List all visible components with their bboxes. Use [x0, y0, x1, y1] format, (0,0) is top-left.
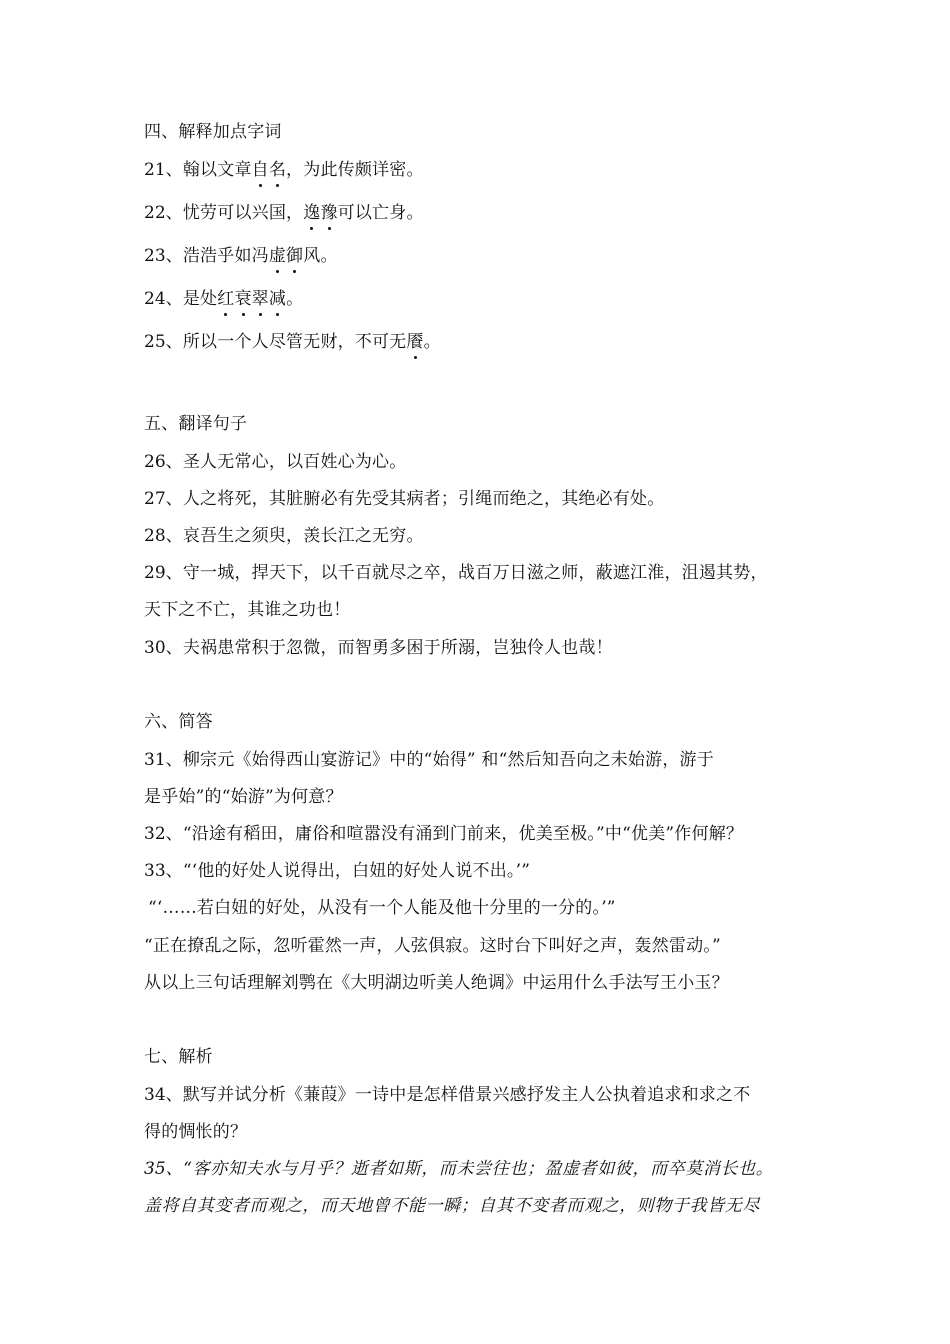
question-text: 从以上三句话理解刘鹗在《大明湖边听美人绝调》中运用什么手法写王小玉？ [144, 973, 729, 993]
question-text: 、哀吾生之须臾，羡长江之无穷。 [165, 526, 424, 546]
dotted-char: 翠 [251, 289, 269, 309]
question-text: 、忧劳可以兴国， [165, 203, 304, 223]
question-number: 24 [144, 289, 166, 309]
dotted-char: 豫 [320, 203, 338, 223]
question-text: ，为此传颇详密。 [286, 160, 424, 180]
question-text: 、浩浩乎如冯 [165, 246, 269, 266]
dotted-char: 减 [268, 289, 287, 309]
question-text: 、所以一个人尽管无财，不可无 [165, 332, 407, 352]
question-25 [144, 331, 814, 353]
question-28 [144, 525, 814, 547]
question-text: 。 [423, 332, 441, 352]
question-23 [144, 245, 814, 267]
question-text: 、是处 [165, 289, 218, 309]
section-heading-6: 六、简答 [144, 712, 213, 732]
dotted-char: 虚 [268, 246, 287, 266]
question-24 [144, 288, 814, 310]
question-text: 、“‘他的好处人说得出，白妞的好处人说不出。’” [165, 861, 531, 881]
question-text: 风。 [303, 246, 338, 266]
question-text: 是乎始”的“始游”为何意？ [144, 787, 343, 807]
question-text: 、翰以文章 [165, 160, 252, 180]
question-number: 22 [144, 203, 166, 223]
question-number: 32 [144, 824, 166, 844]
question-text: 盖将自其变者而观之，而天地曾不能一瞬；自其不变者而观之，则物于我皆无尽 [144, 1196, 760, 1216]
question-27 [144, 488, 814, 510]
question-text: 、“沿途有稻田，庸俗和喧嚣没有涌到门前来，优美至极。”中“优美”作何解？ [165, 824, 744, 844]
question-33 [144, 860, 814, 882]
question-text: 、“客亦知夫水与月乎？逝者如斯，而未尝往也；盈虚者如彼，而卒莫消长也。 [165, 1159, 774, 1179]
question-33-quote-2 [148, 897, 818, 919]
question-text: 天下之不亡，其谁之功也！ [144, 600, 351, 620]
question-33-prompt [144, 972, 814, 994]
question-text: 、夫祸患常积于忽微，而智勇多困于所溺，岂独伶人也哉！ [165, 638, 613, 658]
question-text: 、柳宗元《始得西山宴游记》中的“始得” 和“然后知吾向之未始游，游于 [165, 750, 714, 770]
section-heading-4: 四、解释加点字词 [144, 122, 282, 142]
question-35 [144, 1158, 814, 1180]
question-33-quote-3 [144, 935, 814, 957]
question-31 [144, 749, 814, 771]
dotted-char: 餍 [406, 332, 424, 352]
question-21 [144, 159, 814, 181]
question-26 [144, 451, 814, 473]
question-number: 29 [144, 563, 166, 583]
question-31-cont [144, 786, 814, 808]
question-number: 31 [144, 750, 166, 770]
question-22 [144, 202, 814, 224]
question-number: 34 [144, 1085, 166, 1105]
question-text: “正在撩乱之际，忽听霍然一声，人弦俱寂。这时台下叫好之声，轰然雷动。” [144, 936, 721, 956]
question-35-cont [144, 1195, 814, 1217]
question-number: 33 [144, 861, 166, 881]
question-text: “‘……若白妞的好处，从没有一个人能及他十分里的一分的。’” [148, 898, 616, 918]
question-text: 、默写并试分析《蒹葭》一诗中是怎样借景兴感抒发主人公执着追求和求之不 [165, 1085, 751, 1105]
question-29-cont [144, 599, 814, 621]
question-number: 21 [144, 160, 166, 180]
question-number: 26 [144, 452, 166, 472]
dotted-char: 逸 [303, 203, 321, 223]
section-heading-5: 五、翻译句子 [144, 414, 248, 434]
question-29 [144, 562, 814, 584]
dotted-char: 名 [268, 160, 287, 180]
question-text: 、守一城，捍天下，以千百就尽之卒，战百万日滋之师，蔽遮江淮，沮遏其势， [165, 563, 768, 583]
question-text: 、人之将死，其脏腑必有先受其病者；引绳而绝之，其绝必有处。 [165, 489, 665, 509]
dotted-char: 红 [217, 289, 235, 309]
question-number: 23 [144, 246, 166, 266]
section-heading-7: 七、解析 [144, 1047, 213, 1067]
dotted-char: 御 [286, 246, 304, 266]
question-text: 、圣人无常心，以百姓心为心。 [165, 452, 407, 472]
question-number: 28 [144, 526, 166, 546]
question-text: 得的惆怅的？ [144, 1122, 248, 1142]
question-32 [144, 823, 814, 845]
dotted-char: 衰 [234, 289, 252, 309]
dotted-char: 自 [251, 160, 269, 180]
question-number: 25 [144, 332, 166, 352]
question-34-cont [144, 1121, 814, 1143]
question-number: 27 [144, 489, 166, 509]
question-30 [144, 637, 814, 659]
question-34 [144, 1084, 814, 1106]
question-text: 可以亡身。 [337, 203, 424, 223]
question-number: 35 [144, 1159, 166, 1179]
question-number: 30 [144, 638, 166, 658]
question-text: 。 [286, 289, 304, 309]
